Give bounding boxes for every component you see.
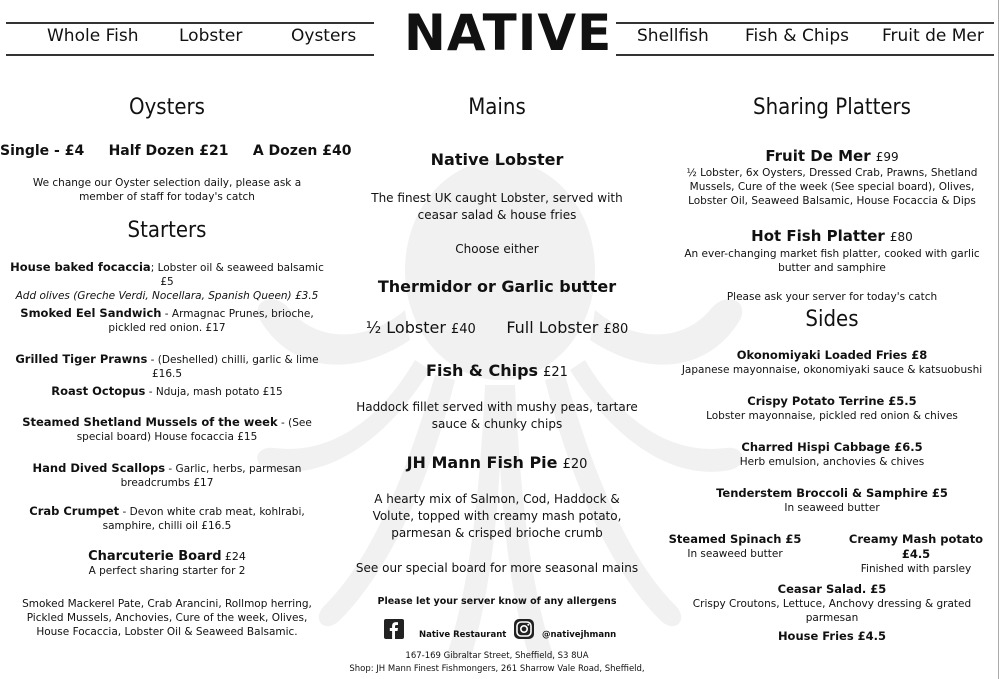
mains-heading: Mains [468, 95, 526, 120]
half-lobster-price: £40 [450, 322, 476, 337]
instagram-handle[interactable]: @nativejhmann [542, 630, 617, 640]
fdm-name: Fruit De Mer [765, 147, 871, 165]
mash-name: Creamy Mash potato £4.5 [848, 532, 984, 561]
native-lobster-title: Native Lobster [430, 150, 564, 169]
charcuterie-sub: A perfect sharing starter for 2 [88, 565, 246, 577]
lobster-desc: The finest UK caught Lobster, served with ceasar salad & house fries [371, 191, 623, 222]
side-fries [665, 629, 999, 644]
hispi-desc: Herb emulsion, anchovies & chives [739, 456, 925, 468]
olives-addon: Add olives (Greche Verdi, Nocellara, Spanish Queen) £3.5 [15, 290, 319, 302]
sides-heading: Sides [805, 307, 859, 332]
prawns-name: Grilled Tiger Prawns [15, 352, 148, 366]
spinach-desc: In seaweed butter [687, 548, 783, 560]
mash-desc: Finished with parsley [860, 563, 972, 575]
oyster-note: We change our Oyster selection daily, please ask a member of staff for today's catch [32, 177, 302, 203]
broccoli-desc: In seaweed butter [784, 502, 880, 514]
ask-server-note: Please ask your server for today's catch [726, 291, 938, 303]
focaccia-name: House baked focaccia [10, 260, 151, 274]
starter-octopus [10, 384, 324, 399]
hispi-name: Charred Hispi Cabbage £6.5 [741, 440, 923, 454]
oyster-dozen: A Dozen £40 [252, 143, 352, 159]
crumpet-desc: - Devon white crab meat, kohlrabi, samphire, chilli oil £16.5 [102, 506, 305, 532]
crumpet-name: Crab Crumpet [29, 504, 120, 518]
scallops-name: Hand Dived Scallops [32, 461, 166, 475]
prawns-desc: - (Deshelled) chilli, garlic & lime £16.5 [147, 354, 319, 380]
shop-address: Shop: JH Mann Finest Fishmongers, 261 Sharrow Vale Road, Sheffield, [349, 664, 645, 674]
lobster-sizes [334, 318, 660, 337]
starter-scallops [10, 461, 324, 490]
instagram-icon[interactable] [514, 619, 534, 639]
choose-either: Choose either [455, 242, 539, 256]
caesar-desc: Crispy Croutons, Lettuce, Anchovy dressing & grated parmesan [692, 598, 972, 624]
starter-crumpet [14, 504, 320, 533]
fish-chips-title [334, 361, 660, 380]
side-terrine [665, 394, 999, 423]
full-lobster-price: £80 [603, 322, 629, 337]
mussels-name: Steamed Shetland Mussels of the week [22, 415, 278, 429]
half-lobster: ½ Lobster [365, 318, 446, 337]
fdm-title [665, 146, 999, 165]
side-spinach [665, 532, 805, 561]
nav-fruit-de-mer[interactable]: Fruit de Mer [882, 26, 984, 46]
hot-platter-name: Hot Fish Platter [751, 227, 885, 245]
nav-whole-fish[interactable]: Whole Fish [47, 26, 139, 46]
full-lobster: Full Lobster [506, 318, 599, 337]
allergens-note: Please let your server know of any allergens [377, 596, 617, 607]
eel-desc: - Armagnac Prunes, brioche, pickled red onion. £17 [108, 308, 314, 334]
address: 167-169 Gibraltar Street, Sheffield, S3 8UA [405, 651, 589, 661]
octopus-desc: - Nduja, mash potato £15 [145, 386, 283, 398]
oyster-prices [0, 143, 352, 159]
starter-eel [8, 306, 326, 335]
nav-lobster[interactable]: Lobster [179, 26, 243, 46]
fish-chips-name: Fish & Chips [426, 361, 539, 380]
starter-mussels [14, 415, 320, 444]
fish-pie-name: JH Mann Fish Pie [406, 453, 558, 472]
oyster-half-dozen: Half Dozen £21 [108, 143, 229, 159]
logo: NATIVE [404, 4, 613, 62]
facebook-icon[interactable] [384, 619, 404, 639]
nav-oysters[interactable]: Oysters [291, 26, 357, 46]
fish-pie-desc: A hearty mix of Salmon, Cod, Haddock & Volute, topped with creamy mash potato, parmesan & crisped brioche crumb [372, 492, 622, 540]
scallops-desc: - Garlic, herbs, parmesan breadcrumbs £17 [120, 463, 302, 489]
sharing-heading: Sharing Platters [753, 95, 911, 120]
starter-prawns [10, 352, 324, 381]
oyster-single: Single - £4 [0, 143, 85, 159]
fish-chips-desc: Haddock fillet served with mushy peas, tartare sauce & chunky chips [356, 400, 638, 431]
caesar-name: Ceasar Salad. £5 [777, 582, 887, 596]
fdm-price: £99 [875, 150, 899, 164]
hot-platter-desc: An ever-changing market fish platter, cooked with garlic butter and samphire [684, 248, 980, 274]
charcuterie-price: £24 [224, 550, 246, 563]
side-hispi [665, 440, 999, 469]
fdm-desc: ½ Lobster, 6x Oysters, Dressed Crab, Prawns, Shetland Mussels, Cure of the week (See special board), Olives, Lobster Oil, Seaweed Balsamic, House Focaccia & Dips [686, 167, 978, 207]
nav-left-bar [6, 22, 374, 56]
side-okonomiyaki [665, 348, 999, 377]
spinach-name: Steamed Spinach £5 [668, 532, 802, 546]
starter-focaccia [10, 260, 324, 303]
broccoli-name: Tenderstem Broccoli & Samphire £5 [716, 486, 948, 500]
charcuterie-name: Charcuterie Board [88, 549, 222, 564]
hot-platter-price: £80 [889, 230, 913, 244]
starter-charcuterie [10, 550, 324, 578]
nav-shellfish[interactable]: Shellfish [637, 26, 709, 46]
terrine-name: Crispy Potato Terrine £5.5 [747, 394, 917, 408]
hot-platter-title [665, 226, 999, 245]
starters-heading: Starters [127, 218, 207, 243]
mussels-desc: - (See special board) House focaccia £15 [76, 417, 312, 443]
side-caesar [665, 582, 999, 625]
terrine-desc: Lobster mayonnaise, pickled red onion & chives [706, 410, 958, 422]
thermidor-title: Thermidor or Garlic butter [377, 277, 617, 296]
facebook-handle[interactable]: Native Restaurant [419, 630, 507, 640]
fish-pie-price: £20 [562, 457, 588, 472]
fries-name: House Fries £4.5 [777, 629, 887, 643]
fish-pie-title [334, 453, 660, 472]
side-mash [836, 532, 996, 576]
okonomiyaki-desc: Japanese mayonnaise, okonomiyaki sauce & katsuobushi [681, 364, 983, 376]
okonomiyaki-name: Okonomiyaki Loaded Fries £8 [736, 348, 928, 362]
nav-fish-chips[interactable]: Fish & Chips [745, 26, 849, 46]
eel-name: Smoked Eel Sandwich [20, 306, 162, 320]
fish-chips-price: £21 [543, 365, 568, 380]
oysters-heading: Oysters [129, 95, 205, 120]
charcuterie-desc: Smoked Mackerel Pate, Crab Arancini, Rollmop herring, Pickled Mussels, Anchovies, Cure of the week, Olives, House Focaccia, Lobster Oil & Seaweed Balsamic. [22, 598, 312, 638]
focaccia-desc: ; Lobster oil & seaweed balsamic £5 [150, 262, 324, 288]
octopus-name: Roast Octopus [51, 384, 146, 398]
side-broccoli [665, 486, 999, 515]
nav-right-bar [616, 22, 994, 56]
special-board-note: See our special board for more seasonal mains [355, 561, 639, 575]
